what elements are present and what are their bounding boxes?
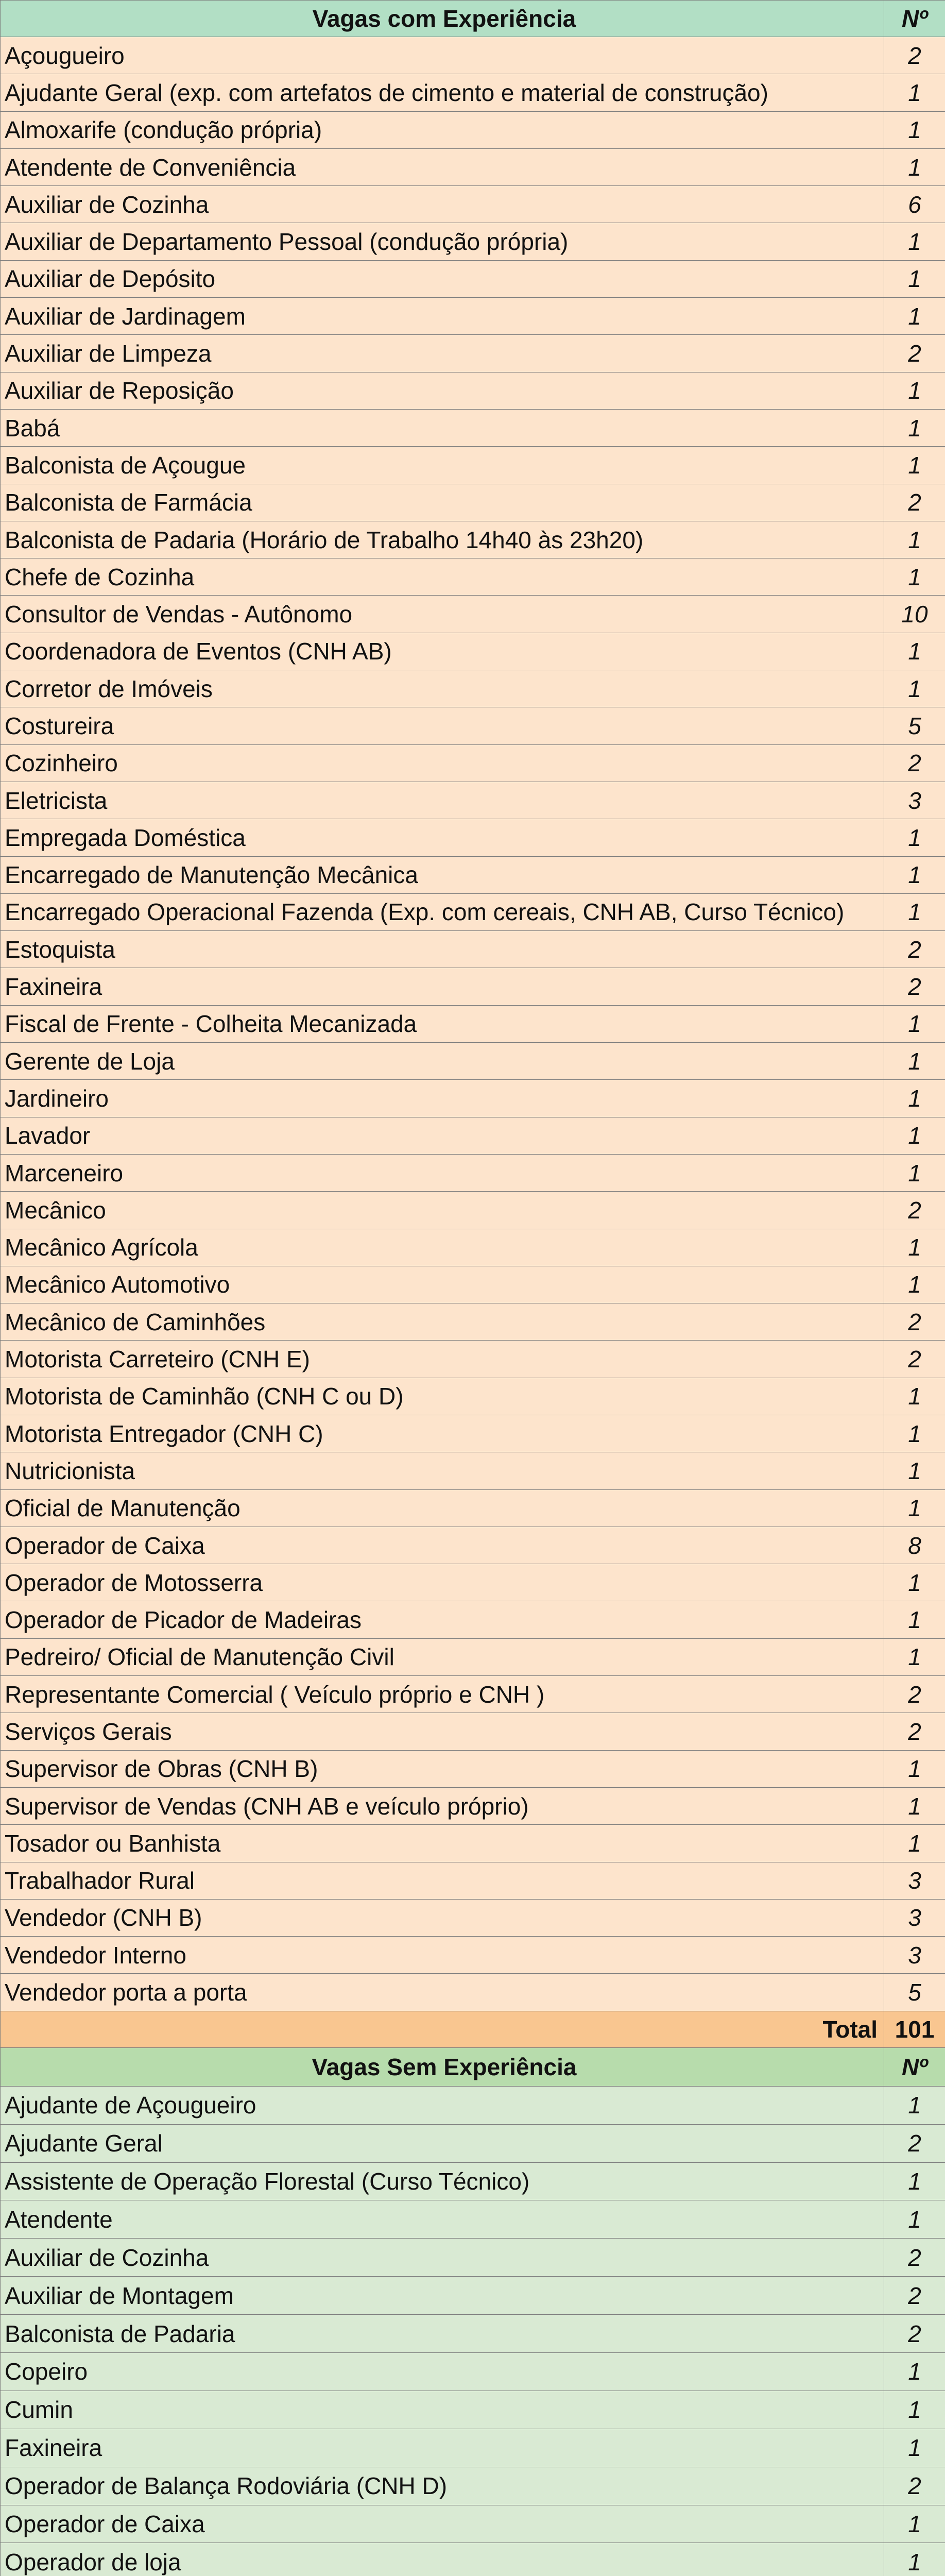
job-count: 10: [884, 596, 945, 633]
job-row: [1, 2200, 945, 2239]
job-count: 3: [884, 1862, 945, 1899]
job-count: 1: [884, 1117, 945, 1154]
job-title: Cozinheiro: [1, 744, 884, 782]
count-header: Nº: [884, 2047, 945, 2086]
job-row: [1, 484, 945, 521]
job-count: 2: [884, 335, 945, 372]
job-row: [1, 2391, 945, 2429]
job-title: Açougueiro: [1, 37, 884, 74]
job-row: [1, 2277, 945, 2315]
job-count: 1: [884, 633, 945, 670]
job-row: [1, 1564, 945, 1601]
job-title: Consultor de Vendas - Autônomo: [1, 596, 884, 633]
job-title: Auxiliar de Cozinha: [1, 186, 884, 223]
job-title: Mecânico Agrícola: [1, 1229, 884, 1266]
job-count: 2: [884, 931, 945, 968]
job-title: Mecânico de Caminhões: [1, 1303, 884, 1341]
job-title: Nutricionista: [1, 1452, 884, 1489]
job-row: [1, 1527, 945, 1564]
job-count: 1: [884, 1005, 945, 1042]
job-count: 2: [884, 1192, 945, 1229]
job-count: 1: [884, 1415, 945, 1452]
job-title: Tosador ou Banhista: [1, 1825, 884, 1862]
job-title: Mecânico Automotivo: [1, 1266, 884, 1303]
job-title: Mecânico: [1, 1192, 884, 1229]
job-row: [1, 1787, 945, 1824]
job-row: [1, 298, 945, 335]
job-title: Balconista de Padaria: [1, 2315, 884, 2353]
section-header-sem: [1, 2047, 945, 2086]
job-count: 1: [884, 2505, 945, 2543]
job-title: Motorista Carreteiro (CNH E): [1, 1341, 884, 1378]
job-count: 3: [884, 782, 945, 819]
job-listings-body: [1, 1, 945, 2576]
job-count: 1: [884, 409, 945, 446]
job-title: Marceneiro: [1, 1154, 884, 1191]
job-title: Operador de Picador de Madeiras: [1, 1601, 884, 1638]
job-row: [1, 856, 945, 893]
job-count: 1: [884, 558, 945, 596]
job-count: 1: [884, 2391, 945, 2429]
job-title: Balconista de Farmácia: [1, 484, 884, 521]
job-row: [1, 186, 945, 223]
job-count: 3: [884, 1937, 945, 1974]
job-row: [1, 1303, 945, 1341]
job-row: [1, 1415, 945, 1452]
job-count: 2: [884, 2277, 945, 2315]
total-label: Total: [1, 2011, 884, 2047]
job-count: 8: [884, 1527, 945, 1564]
job-row: [1, 968, 945, 1005]
job-title: Balconista de Açougue: [1, 447, 884, 484]
job-row: [1, 819, 945, 856]
job-title: Cumin: [1, 2391, 884, 2429]
job-title: Representante Comercial ( Veículo próprio e CNH ): [1, 1676, 884, 1713]
job-count: 1: [884, 1489, 945, 1527]
job-title: Assistente de Operação Florestal (Curso Técnico): [1, 2162, 884, 2200]
job-count: 1: [884, 1750, 945, 1787]
job-row: [1, 335, 945, 372]
job-count: 1: [884, 670, 945, 707]
job-title: Supervisor de Obras (CNH B): [1, 1750, 884, 1787]
job-title: Auxiliar de Montagem: [1, 2277, 884, 2315]
job-title: Operador de Motosserra: [1, 1564, 884, 1601]
job-count: 1: [884, 819, 945, 856]
job-row: [1, 2429, 945, 2467]
job-row: [1, 1825, 945, 1862]
job-count: 2: [884, 1713, 945, 1750]
job-count: 2: [884, 968, 945, 1005]
job-count: 1: [884, 1266, 945, 1303]
job-title: Operador de Caixa: [1, 2505, 884, 2543]
job-row: [1, 1638, 945, 1675]
job-row: [1, 2086, 945, 2124]
job-row: [1, 111, 945, 148]
count-header: Nº: [884, 1, 945, 37]
job-row: [1, 1489, 945, 1527]
job-count: 1: [884, 1229, 945, 1266]
job-count: 1: [884, 1080, 945, 1117]
job-title: Almoxarife (condução própria): [1, 111, 884, 148]
job-row: [1, 931, 945, 968]
job-title: Auxiliar de Cozinha: [1, 2239, 884, 2277]
job-row: [1, 1601, 945, 1638]
job-row: [1, 2162, 945, 2200]
job-count: 3: [884, 1899, 945, 1936]
job-row: [1, 1117, 945, 1154]
job-title: Atendente: [1, 2200, 884, 2239]
job-row: [1, 2315, 945, 2353]
job-row: [1, 1676, 945, 1713]
job-count: 5: [884, 1974, 945, 2011]
job-count: 1: [884, 893, 945, 930]
job-title: Operador de loja: [1, 2543, 884, 2576]
job-row: [1, 1229, 945, 1266]
job-row: [1, 596, 945, 633]
job-title: Balconista de Padaria (Horário de Trabalho 14h40 às 23h20): [1, 521, 884, 558]
job-row: [1, 744, 945, 782]
job-row: [1, 633, 945, 670]
job-row: [1, 521, 945, 558]
job-row: [1, 707, 945, 744]
job-title: Oficial de Manutenção: [1, 1489, 884, 1527]
job-row: [1, 1899, 945, 1936]
job-title: Encarregado Operacional Fazenda (Exp. com cereais, CNH AB, Curso Técnico): [1, 893, 884, 930]
job-count: 2: [884, 2315, 945, 2353]
job-row: [1, 2239, 945, 2277]
job-title: Motorista de Caminhão (CNH C ou D): [1, 1378, 884, 1415]
job-row: [1, 223, 945, 260]
job-count: 1: [884, 2086, 945, 2124]
job-title: Auxiliar de Depósito: [1, 260, 884, 297]
job-count: 1: [884, 111, 945, 148]
job-count: 1: [884, 1638, 945, 1675]
job-row: [1, 1937, 945, 1974]
job-title: Vendedor Interno: [1, 1937, 884, 1974]
job-title: Corretor de Imóveis: [1, 670, 884, 707]
job-title: Ajudante Geral (exp. com artefatos de cimento e material de construção): [1, 74, 884, 111]
job-count: 2: [884, 2124, 945, 2162]
job-row: [1, 893, 945, 930]
job-count: 2: [884, 37, 945, 74]
job-count: 1: [884, 1452, 945, 1489]
job-title: Ajudante Geral: [1, 2124, 884, 2162]
job-row: [1, 37, 945, 74]
job-title: Copeiro: [1, 2352, 884, 2391]
job-count: 5: [884, 707, 945, 744]
job-row: [1, 2124, 945, 2162]
job-count: 1: [884, 1378, 945, 1415]
job-row: [1, 409, 945, 446]
job-row: [1, 1862, 945, 1899]
job-title: Faxineira: [1, 2429, 884, 2467]
job-title: Fiscal de Frente - Colheita Mecanizada: [1, 1005, 884, 1042]
job-count: 2: [884, 1676, 945, 1713]
job-title: Ajudante de Açougueiro: [1, 2086, 884, 2124]
job-row: [1, 1192, 945, 1229]
job-title: Gerente de Loja: [1, 1043, 884, 1080]
job-count: 1: [884, 74, 945, 111]
job-row: [1, 1005, 945, 1042]
job-row: [1, 148, 945, 185]
job-title: Lavador: [1, 1117, 884, 1154]
job-title: Encarregado de Manutenção Mecânica: [1, 856, 884, 893]
total-value: 101: [884, 2011, 945, 2047]
job-title: Motorista Entregador (CNH C): [1, 1415, 884, 1452]
job-title: Operador de Caixa: [1, 1527, 884, 1564]
job-title: Serviços Gerais: [1, 1713, 884, 1750]
job-count: 1: [884, 1154, 945, 1191]
job-count: 2: [884, 2467, 945, 2505]
job-row: [1, 1154, 945, 1191]
job-count: 1: [884, 2543, 945, 2576]
job-count: 1: [884, 1787, 945, 1824]
job-count: 2: [884, 2239, 945, 2277]
job-title: Pedreiro/ Oficial de Manutenção Civil: [1, 1638, 884, 1675]
job-count: 2: [884, 1303, 945, 1341]
job-title: Operador de Balança Rodoviária (CNH D): [1, 2467, 884, 2505]
job-title: Chefe de Cozinha: [1, 558, 884, 596]
job-count: 1: [884, 2429, 945, 2467]
job-count: 1: [884, 2200, 945, 2239]
job-count: 1: [884, 2162, 945, 2200]
job-row: [1, 1452, 945, 1489]
job-count: 1: [884, 1564, 945, 1601]
job-row: [1, 1378, 945, 1415]
job-title: Supervisor de Vendas (CNH AB e veículo próprio): [1, 1787, 884, 1824]
job-count: 1: [884, 2352, 945, 2391]
job-title: Auxiliar de Jardinagem: [1, 298, 884, 335]
job-title: Faxineira: [1, 968, 884, 1005]
job-row: [1, 1080, 945, 1117]
job-row: [1, 1043, 945, 1080]
job-title: Trabalhador Rural: [1, 1862, 884, 1899]
job-title: Costureira: [1, 707, 884, 744]
job-row: [1, 2352, 945, 2391]
job-row: [1, 670, 945, 707]
section-total-exp: [1, 2011, 945, 2047]
job-row: [1, 1713, 945, 1750]
job-title: Jardineiro: [1, 1080, 884, 1117]
job-title: Auxiliar de Limpeza: [1, 335, 884, 372]
section-title: Vagas com Experiência: [1, 1, 884, 37]
job-title: Eletricista: [1, 782, 884, 819]
job-title: Auxiliar de Reposição: [1, 372, 884, 409]
job-count: 1: [884, 260, 945, 297]
job-row: [1, 1750, 945, 1787]
section-title: Vagas Sem Experiência: [1, 2047, 884, 2086]
job-row: [1, 2505, 945, 2543]
job-count: 1: [884, 447, 945, 484]
job-row: [1, 1341, 945, 1378]
job-title: Auxiliar de Departamento Pessoal (condução própria): [1, 223, 884, 260]
job-title: Empregada Doméstica: [1, 819, 884, 856]
job-title: Babá: [1, 409, 884, 446]
job-count: 1: [884, 1601, 945, 1638]
job-count: 1: [884, 1043, 945, 1080]
job-row: [1, 2543, 945, 2576]
job-count: 1: [884, 1825, 945, 1862]
job-row: [1, 782, 945, 819]
job-title: Coordenadora de Eventos (CNH AB): [1, 633, 884, 670]
job-count: 1: [884, 856, 945, 893]
job-row: [1, 260, 945, 297]
section-header-exp: [1, 1, 945, 37]
job-row: [1, 1266, 945, 1303]
job-title: Estoquista: [1, 931, 884, 968]
job-count: 1: [884, 223, 945, 260]
job-row: [1, 558, 945, 596]
job-count: 6: [884, 186, 945, 223]
job-count: 2: [884, 744, 945, 782]
job-title: Vendedor (CNH B): [1, 1899, 884, 1936]
job-count: 2: [884, 484, 945, 521]
job-count: 1: [884, 148, 945, 185]
job-title: Vendedor porta a porta: [1, 1974, 884, 2011]
job-count: 1: [884, 372, 945, 409]
job-title: Atendente de Conveniência: [1, 148, 884, 185]
job-row: [1, 1974, 945, 2011]
job-row: [1, 372, 945, 409]
job-row: [1, 74, 945, 111]
job-count: 1: [884, 521, 945, 558]
job-count: 1: [884, 298, 945, 335]
job-count: 2: [884, 1341, 945, 1378]
job-row: [1, 447, 945, 484]
job-row: [1, 2467, 945, 2505]
